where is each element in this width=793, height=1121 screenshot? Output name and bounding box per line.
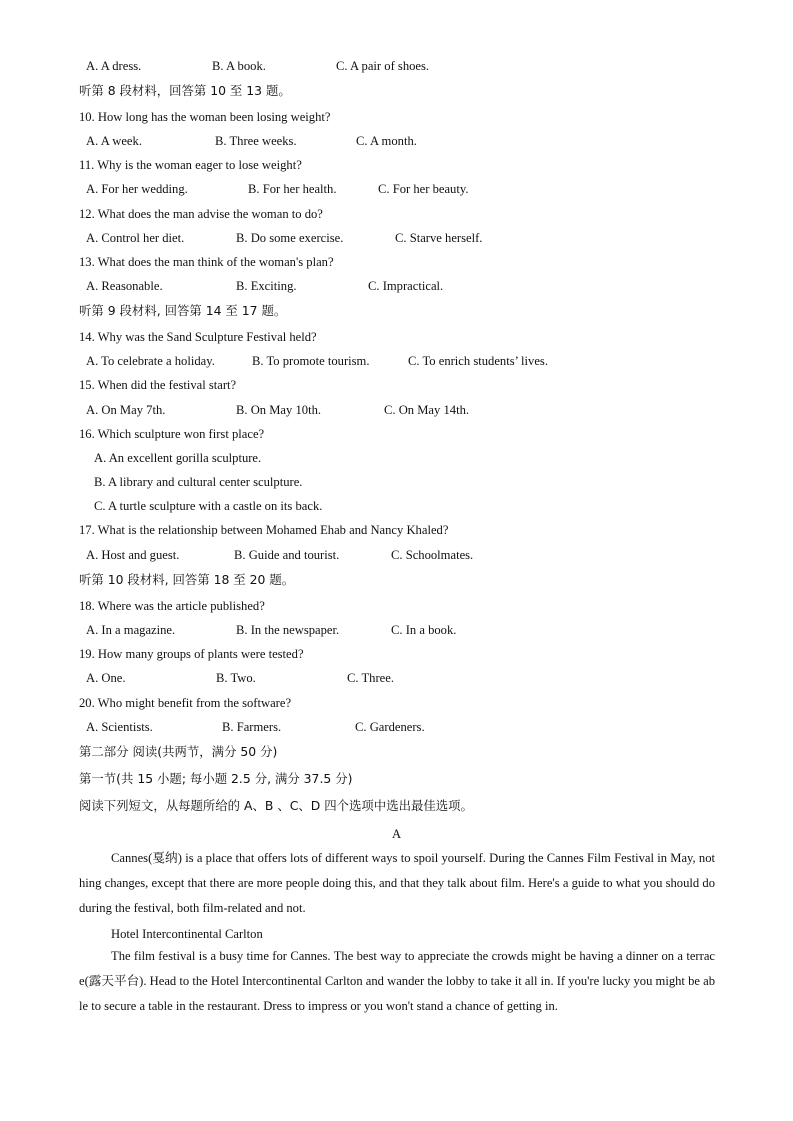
part2-title: 第二部分 阅读(共两节，满分 50 分) [79,744,278,759]
section1-title: 第一节(共 15 小题; 每小题 2.5 分, 满分 37.5 分) [79,771,353,786]
passage-paragraph-1: Cannes(戛纳) is a place that offers lots of different ways to spoil yourself. During the Cannes Film Festival in May, nothing changes, except that there are more people doing this, and that they talk about film. Here's a guide to what you should do during the festival, both film-related and not. [79,851,715,915]
q20-option-b: B. Farmers. [222,720,282,734]
q10-question: 10. How long has the woman been losing weight? [79,110,331,124]
passage-paragraph-2: The film festival is a busy time for Cannes. The best way to appreciate the crowds might be having a dinner on a terrace(露天平台). Head to the Hotel Intercontinental Carlton and wander the lobby to take it all in. If you're lucky you might be able to secure a table in the restaurant. Dress to impress or you won't stand a chance of getting in. [79,949,715,1013]
q17-option-a: A. Host and guest. [86,548,180,562]
q13-option-c: C. Impractical. [368,279,444,293]
q14-question: 14. Why was the Sand Sculpture Festival held? [79,330,317,344]
q13-option-b: B. Exciting. [236,279,297,293]
q10-option-a: A. A week. [86,134,142,148]
q11-question: 11. Why is the woman eager to lose weight? [79,158,302,172]
q19-question: 19. How many groups of plants were tested? [79,647,304,661]
section9-header: 听第 9 段材料, 回答第 14 至 17 题。 [79,303,287,318]
q12-option-c: C. Starve herself. [395,231,483,245]
q15-option-b: B. On May 10th. [236,403,322,417]
q16-option-b: B. A library and cultural center sculpture. [94,475,303,489]
q17-option-c: C. Schoolmates. [391,548,474,562]
q20-option-c: C. Gardeners. [355,720,425,734]
q17-option-b: B. Guide and tourist. [234,548,340,562]
passage-label: A [391,827,402,841]
q11-option-b: B. For her health. [248,182,337,196]
section10-header: 听第 10 段材料, 回答第 18 至 20 题。 [79,572,295,587]
section8-header: 听第 8 段材料，回答第 10 至 13 题。 [79,83,291,98]
q14-option-c: C. To enrich students’ lives. [408,354,548,368]
q9-option-b: B. A book. [212,59,266,73]
q20-option-a: A. Scientists. [86,720,153,734]
q17-question: 17. What is the relationship between Mohamed Ehab and Nancy Khaled? [79,523,449,537]
q18-option-a: A. In a magazine. [86,623,176,637]
q20-question: 20. Who might benefit from the software? [79,696,292,710]
q9-option-c: C. A pair of shoes. [336,59,430,73]
passage-subhead: Hotel Intercontinental Carlton [111,927,263,941]
q19-option-a: A. One. [86,671,126,685]
q12-question: 12. What does the man advise the woman to do? [79,207,323,221]
q16-option-a: A. An excellent gorilla sculpture. [94,451,262,465]
q12-option-b: B. Do some exercise. [236,231,344,245]
q15-option-c: C. On May 14th. [384,403,470,417]
q11-option-a: A. For her wedding. [86,182,188,196]
q14-option-b: B. To promote tourism. [252,354,370,368]
q18-option-b: B. In the newspaper. [236,623,340,637]
q19-option-b: B. Two. [216,671,256,685]
q12-option-a: A. Control her diet. [86,231,185,245]
q18-option-c: C. In a book. [391,623,457,637]
q10-option-c: C. A month. [356,134,417,148]
q14-option-a: A. To celebrate a holiday. [86,354,215,368]
q19-option-c: C. Three. [347,671,394,685]
q10-option-b: B. Three weeks. [215,134,297,148]
q13-option-a: A. Reasonable. [86,279,163,293]
q15-option-a: A. On May 7th. [86,403,166,417]
q16-option-c: C. A turtle sculpture with a castle on its back. [94,499,323,513]
q15-question: 15. When did the festival start? [79,378,237,392]
q9-option-a: A. A dress. [86,59,142,73]
q11-option-c: C. For her beauty. [378,182,469,196]
q18-question: 18. Where was the article published? [79,599,265,613]
q13-question: 13. What does the man think of the woman's plan? [79,255,334,269]
q16-question: 16. Which sculpture won first place? [79,427,265,441]
instructions: 阅读下列短文，从每题所给的 A、B 、C、D 四个选项中选出最佳选项。 [79,798,473,813]
